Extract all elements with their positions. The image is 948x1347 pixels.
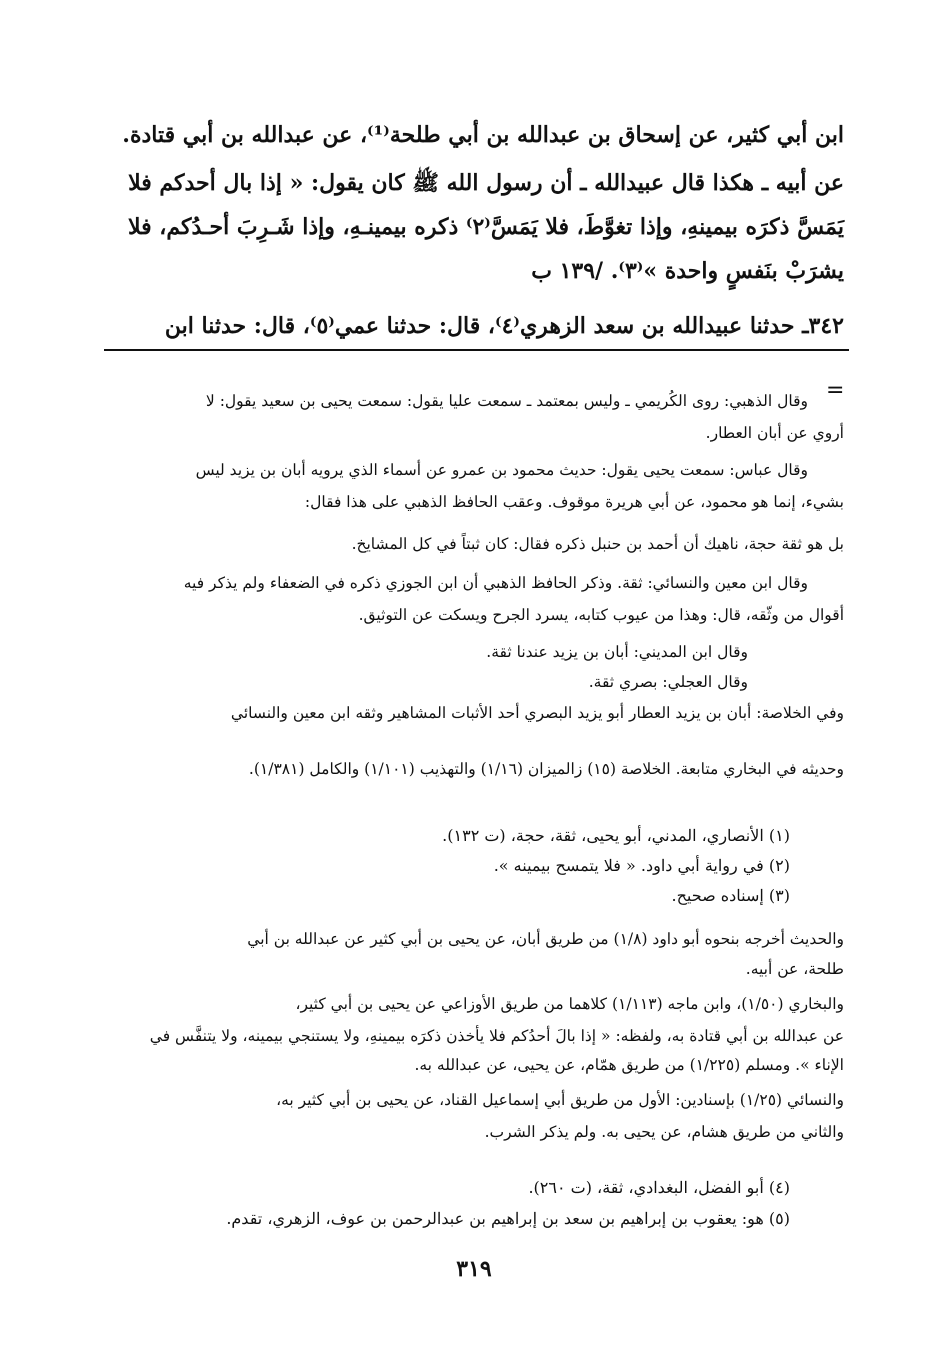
continuation-mark: = [826, 378, 845, 403]
footnote-5: (٥) هو: يعقوب بن إبراهيم بن سعد بن إبراهيم بن عبدالرحمن بن عوف، الزهري، تقدم. [226, 1209, 790, 1228]
page-number: ٣١٩ [456, 1256, 492, 1282]
footnote-3: (٣) إسناده صحيح. [671, 886, 790, 905]
footnote-line: وفي الخلاصة: أبان بن يزيد العطار أبو يزيد البصري أحد الأثبات المشاهير وثقه ابن معين والنسائي [230, 704, 844, 722]
footnote-line: بشيء، إنما هو محمود، عن أبي هريرة موقوف. وعقب الحافظ الذهبي على هذا فقال: [304, 493, 844, 511]
main-text-line: يشرَبْ بنَفسٍ واحدة »⁽٣⁾. /١٣٩ ب [531, 258, 844, 284]
footnote-line: والحديث أخرجه بنحوه أبو داود (١/٨) من طريق أبان، عن يحيى بن أبي كثير عن عبدالله بن أبي [247, 930, 844, 948]
footnote-line: والبخاري (١/٥٠)، وابن ماجه (١/١١٣) كلاهما من طريق الأوزاعي عن يحيى بن أبي كثير، [295, 995, 844, 1013]
footnote-line: أروي عن أبان العطار. [705, 424, 844, 442]
footnote-line: أقوال من وثّقه، قال: وهذا من عيوب كتابه، يسرد الجرح ويسكت عن التوثيق. [358, 606, 844, 624]
footnote-line: والثاني من طريق هشام، عن يحيى به. ولم يذكر الشرب. [484, 1123, 844, 1141]
main-text-line: يَمَسَّ ذكرَه بيمينهِ، وإذا تغوَّطَ، فلا يَمَسَّ⁽٢⁾ ذكره بيمينـهِ، وإذا شَـرِبَ أحـدُكم، فلا [127, 214, 844, 240]
footnote-line: وقال ابن معين والنسائي: ثقة. وذكر الحافظ الذهبي أن ابن الجوزي ذكره في الضعفاء ولم يذكر فيه [183, 574, 808, 592]
footnote-line: عن عبدالله بن أبي قتادة به، ولفظه: « إذا بالَ أحدُكم فلا يأخذن ذكرَه بيمينهِ، ولا يستنجي بيمينه، ولا يتنفَّس في [149, 1027, 844, 1045]
main-text-line: عن أبيه ـ هكذا قال عبيدالله ـ أن رسول الله ﷺ كان يقول: « إذا بال أحدكم فلا [128, 170, 844, 196]
footnote-1: (١) الأنصاري، المدني، أبو يحيى، ثقة، حجة، (ت ١٣٢). [442, 826, 790, 845]
footnote-line: وقال العجلي: بصري ثقة. [588, 673, 748, 691]
footnote-line: الإناء ». ومسلم (١/٢٢٥) من طريق همّام، عن يحيى، عن عبدالله به. [414, 1056, 844, 1074]
main-text-line: ابن أبي كثير، عن إسحاق بن عبدالله بن أبي طلحة⁽¹⁾، عن عبدالله بن أبي قتادة. [122, 122, 844, 148]
footnote-2: (٢) في رواية أبي داود. « فلا يتمسح بيمينه ». [493, 856, 790, 875]
footnote-line: طلحة، عن أبيه. [745, 960, 844, 978]
footnote-line: وحديثه في البخاري متابعة. الخلاصة (١٥) زالميزان (١/١٦) والتهذيب (١/١٠١) والكامل (١/٣٨١). [248, 760, 844, 778]
footnote-line: وقال عباس: سمعت يحيى يقول: حديث محمود بن عمرو عن أسماء الذي يرويه أبان بن يزيد ليس [195, 461, 808, 479]
footnote-line: بل هو ثقة حجة، ناهيك أن أحمد بن حنبل ذكره فقال: كان ثبتاً في كل المشايخ. [351, 535, 844, 553]
footnote-line: وقال الذهبي: روى الكُريمي ـ وليس بمعتمد ـ سمعت عليا يقول: سمعت يحيى بن سعيد يقول: لا [205, 392, 808, 410]
footnote-separator [104, 349, 849, 351]
hadith-342-line: ٣٤٢ـ حدثنا عبيدالله بن سعد الزهري⁽٤⁾، قال: حدثنا عمي⁽٥⁾، قال: حدثنا ابن [164, 313, 844, 339]
footnote-line: والنسائي (١/٢٥) بإسنادين: الأول من طريق أبي إسماعيل القناد، عن يحيى بن أبي كثير به، [276, 1091, 844, 1109]
footnote-line: وقال ابن المديني: أبان بن يزيد عندنا ثقة. [486, 643, 748, 661]
footnote-4: (٤) أبو الفضل، البغدادي، ثقة، (ت ٢٦٠). [528, 1178, 790, 1197]
